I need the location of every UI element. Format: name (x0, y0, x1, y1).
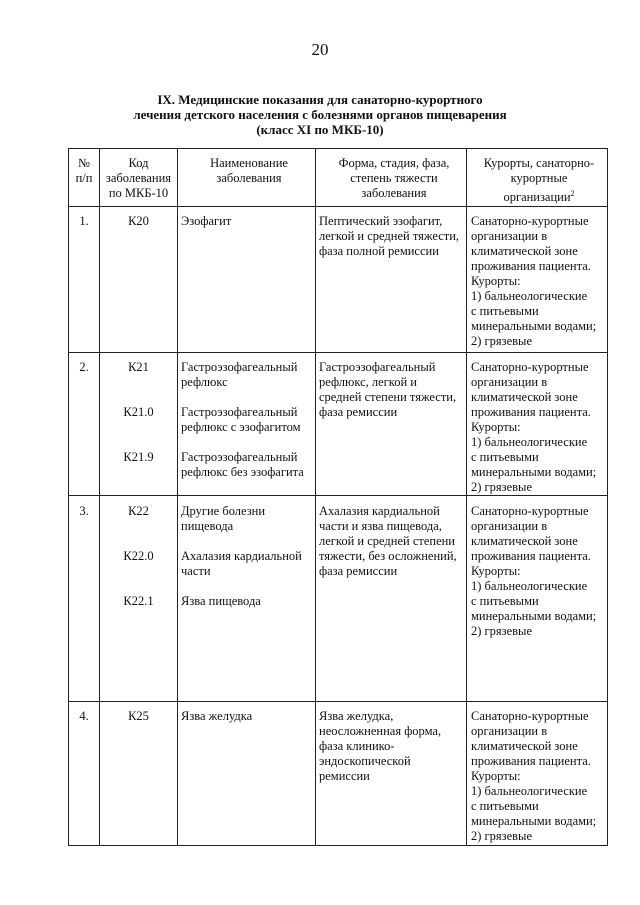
table-rule (69, 148, 607, 149)
cell-line: Код (128, 156, 149, 170)
cell-line: заболевания (216, 171, 282, 185)
cell-line: с питьевыми (471, 450, 539, 464)
cell-line: с питьевыми (471, 304, 539, 318)
cell-line: Наименование (210, 156, 288, 170)
cell-line: организации в (471, 724, 548, 738)
cell-line: проживания пациента. (471, 259, 591, 273)
cell-line: по МКБ-10 (108, 186, 169, 200)
header-name (181, 156, 317, 186)
cell-line (181, 579, 317, 594)
cell-line: проживания пациента. (471, 754, 591, 768)
cell-line: Курорты: (471, 769, 521, 783)
row-3-name (181, 504, 317, 609)
cell-line: неосложненная форма, (319, 724, 442, 738)
column-rule (315, 148, 316, 845)
cell-line: Курорты: (471, 420, 521, 434)
row-2-num: 2. (79, 360, 89, 374)
title-line-3: (класс XI по МКБ-10) (256, 122, 384, 137)
cell-line: 1) бальнеологические (471, 289, 588, 303)
cell-line: организации в (471, 519, 548, 533)
icd-code: К21 (128, 360, 149, 374)
cell-line: Гастроэзофагеальный (181, 360, 298, 374)
cell-line: климатической зоне (471, 534, 578, 548)
cell-line: части и язва пищевода, (319, 519, 442, 533)
cell-line: проживания пациента. (471, 405, 591, 419)
cell-line: ремиссии (319, 769, 370, 783)
cell-line: рефлюкс, легкой и (319, 375, 417, 389)
cell-line: Ахалазия кардиальной (181, 549, 302, 563)
cell-line: Курорты: (471, 564, 521, 578)
cell-line: п/п (75, 171, 93, 185)
cell-line: Пептический эзофагит, (319, 214, 443, 228)
cell-line: курортные (510, 171, 568, 185)
table-rule (69, 701, 607, 702)
row-2-resort (471, 360, 607, 495)
row-1-code (99, 214, 178, 229)
row-1-form (319, 214, 469, 259)
section-title (100, 92, 540, 137)
cell-line: климатической зоне (471, 390, 578, 404)
cell-line: Санаторно-курортные (471, 504, 589, 518)
cell-line: заболевания (105, 171, 172, 185)
row-4-name (181, 709, 317, 724)
cell-line: Форма, стадия, фаза, (338, 156, 450, 170)
icd-code: К22 (128, 504, 149, 518)
cell-line: 1) бальнеологические (471, 579, 588, 593)
cell-line: легкой и средней тяжести, (319, 229, 460, 243)
cell-line: 2) грязевые (471, 334, 532, 348)
cell-line: 2) грязевые (471, 829, 532, 843)
row-3-resort (471, 504, 607, 639)
cell-line (181, 390, 317, 405)
table-rule (69, 352, 607, 353)
cell-line: с питьевыми (471, 799, 539, 813)
row-4-code (99, 709, 178, 724)
cell-line: 2) грязевые (471, 480, 532, 494)
cell-line: Ахалазия кардиальной (319, 504, 440, 518)
row-3-num: 3. (79, 504, 89, 518)
row-2-form (319, 360, 469, 420)
cell-line: тяжести, без осложнений, (319, 549, 457, 563)
row-4-form (319, 709, 469, 784)
cell-line: Гастроэзофагеальный (181, 450, 298, 464)
cell-line: Курорты, санаторно- (483, 156, 595, 170)
cell-line: Курорты: (471, 274, 521, 288)
cell-line: рефлюкс без эзофагита (181, 465, 304, 479)
cell-line: части (181, 564, 211, 578)
table-rule (69, 495, 607, 496)
icd-code: К25 (128, 709, 149, 723)
cell-line: Гастроэзофагеальный (319, 360, 436, 374)
cell-line: минеральными водами; (471, 609, 597, 623)
title-line-2: лечения детского населения с болезнями органов пищеварения (133, 107, 507, 122)
cell-line: степень тяжести (350, 171, 438, 185)
icd-code: К21.9 (123, 450, 154, 464)
cell-line: Санаторно-курортные (471, 709, 589, 723)
row-2-code (99, 360, 178, 465)
cell-line: № (78, 156, 90, 170)
cell-line: 2) грязевые (471, 624, 532, 638)
icd-code: К20 (128, 214, 149, 228)
cell-line: Язва пищевода (181, 594, 261, 608)
cell-line: организации в (471, 375, 548, 389)
cell-line: климатической зоне (471, 739, 578, 753)
header-resort (471, 156, 607, 205)
page-number: 20 (311, 40, 329, 59)
footnote-marker: 2 (570, 189, 575, 198)
row-2-name (181, 360, 317, 480)
cell-line: Санаторно-курортные (471, 214, 589, 228)
cell-line: средней степени тяжести, (319, 390, 457, 404)
cell-line: Эзофагит (181, 214, 232, 228)
cell-line: фаза ремиссии (319, 405, 398, 419)
column-rule (177, 148, 178, 845)
cell-line: минеральными водами; (471, 465, 597, 479)
row-3-form (319, 504, 469, 579)
cell-line: организации$^2$ (503, 189, 575, 205)
cell-line: с питьевыми (471, 594, 539, 608)
cell-line: Язва желудка, (319, 709, 394, 723)
cell-line: пищевода (181, 519, 234, 533)
cell-line: организации в (471, 229, 548, 243)
cell-line: 1) бальнеологические (471, 435, 588, 449)
row-3-code (99, 504, 178, 609)
row-1-num: 1. (79, 214, 89, 228)
cell-line: климатической зоне (471, 244, 578, 258)
header-code (99, 156, 178, 201)
header-form (319, 156, 469, 201)
cell-line: рефлюкс (181, 375, 228, 389)
cell-line: Язва желудка (181, 709, 253, 723)
cell-line: минеральными водами; (471, 319, 597, 333)
header-num (69, 156, 99, 186)
cell-line: Санаторно-курортные (471, 360, 589, 374)
row-1-name (181, 214, 317, 229)
icd-code: К22.1 (123, 594, 154, 608)
cell-line: 1) бальнеологические (471, 784, 588, 798)
table-rule (69, 206, 607, 207)
cell-line: проживания пациента. (471, 549, 591, 563)
cell-line: фаза клинико- (319, 739, 395, 753)
cell-line: фаза ремиссии (319, 564, 398, 578)
icd-code: К21.0 (123, 405, 154, 419)
cell-line: эндоскопической (319, 754, 411, 768)
column-rule (99, 148, 100, 845)
row-4-num: 4. (79, 709, 89, 723)
cell-line: фаза полной ремиссии (319, 244, 439, 258)
title-line-1: IX. Медицинские показания для санаторно-курортного (157, 92, 483, 107)
cell-line: легкой и средней степени (319, 534, 455, 548)
cell-line: минеральными водами; (471, 814, 597, 828)
row-1-resort (471, 214, 607, 349)
indications-table (68, 148, 608, 846)
row-4-resort (471, 709, 607, 844)
cell-line (181, 534, 317, 549)
cell-line: рефлюкс с эзофагитом (181, 420, 301, 434)
cell-line: заболевания (361, 186, 427, 200)
cell-line: Гастроэзофагеальный (181, 405, 298, 419)
cell-line: Другие болезни (181, 504, 266, 518)
cell-line (181, 435, 317, 450)
icd-code: К22.0 (123, 549, 154, 563)
